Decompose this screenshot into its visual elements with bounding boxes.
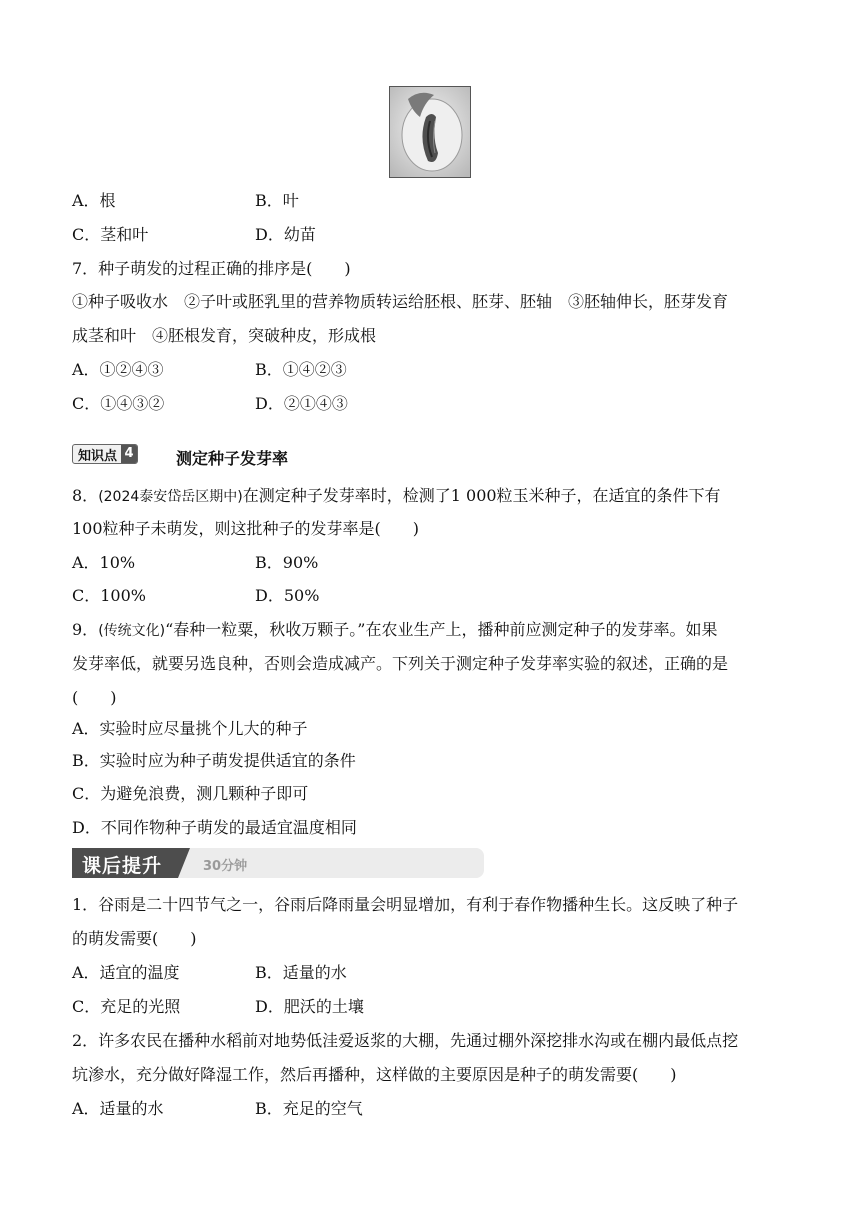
h2-option-b[interactable]: B．充足的空气 bbox=[255, 1099, 363, 1118]
q9-option-b[interactable]: B．实验时应为种子萌发提供适宜的条件 bbox=[72, 751, 356, 770]
q8-source: (2024泰安岱岳区期中) bbox=[98, 489, 243, 505]
q9-option-a[interactable]: A．实验时应尽量挑个儿大的种子 bbox=[72, 719, 308, 738]
banner-time: 30分钟 bbox=[203, 859, 248, 874]
knowledge-point-badge bbox=[72, 444, 138, 464]
badge-number: 4 bbox=[121, 445, 137, 463]
q7-stem: 7．种子萌发的过程正确的排序是( ) bbox=[72, 259, 351, 278]
h1-line-2: 的萌发需要( ) bbox=[72, 929, 197, 948]
q9-source: (传统文化) bbox=[98, 623, 166, 639]
q6-option-row-2 bbox=[72, 225, 792, 245]
badge-label: 知识点 bbox=[78, 448, 118, 464]
q8-number: 8． bbox=[72, 486, 99, 505]
h2-line-2: 坑渗水，充分做好降湿工作，然后再播种，这样做的主要原因是种子的萌发需要( ) bbox=[72, 1065, 677, 1084]
q8-option-row-1 bbox=[72, 553, 792, 573]
q8-line-1 bbox=[72, 486, 721, 507]
q7-option-d[interactable]: D．②①④③ bbox=[255, 394, 348, 413]
q9-option-c[interactable]: C．为避免浪费，测几颗种子即可 bbox=[72, 784, 309, 803]
q9-number: 9． bbox=[72, 620, 99, 639]
q6-option-b[interactable]: B．叶 bbox=[255, 191, 299, 210]
h2-line-1: 2．许多农民在播种水稻前对地势低洼爱返浆的大棚，先通过棚外深挖排水沟或在棚内最低点挖 bbox=[72, 1031, 739, 1050]
q6-option-d[interactable]: D．幼苗 bbox=[255, 225, 316, 244]
q9-text: “春种一粒粟，秋收万颗子。”在农业生产上，播种前应测定种子的发芽率。如果 bbox=[165, 620, 718, 639]
h1-option-a[interactable]: A．适宜的温度 bbox=[72, 963, 180, 982]
after-class-banner bbox=[72, 848, 484, 878]
q7-steps-line-2: 成茎和叶 ④胚根发育，突破种皮，形成根 bbox=[72, 326, 377, 345]
q8-option-a[interactable]: A．10% bbox=[72, 553, 136, 572]
banner-label: 课后提升 bbox=[82, 855, 163, 877]
q8-option-c[interactable]: C．100% bbox=[72, 586, 146, 605]
h1-line-1: 1．谷雨是二十四节气之一，谷雨后降雨量会明显增加，有利于春作物播种生长。这反映了种子 bbox=[72, 895, 739, 914]
q7-option-a[interactable]: A．①②④③ bbox=[72, 360, 164, 379]
h1-option-c[interactable]: C．充足的光照 bbox=[72, 997, 181, 1016]
h2-option-a[interactable]: A．适量的水 bbox=[72, 1099, 164, 1118]
q8-text: 在测定种子发芽率时，检测了1 000粒玉米种子，在适宜的条件下有 bbox=[242, 486, 721, 505]
q8-line-2: 100粒种子未萌发，则这批种子的发芽率是( ) bbox=[72, 519, 420, 538]
q9-line-2: 发芽率低，就要另选良种，否则会造成减产。下列关于测定种子发芽率实验的叙述，正确的是 bbox=[72, 654, 729, 673]
q8-option-row-2 bbox=[72, 586, 792, 606]
section-title: 测定种子发芽率 bbox=[176, 449, 289, 468]
q6-option-c[interactable]: C．茎和叶 bbox=[72, 225, 149, 244]
q6-option-row-1 bbox=[72, 191, 792, 211]
q7-option-b[interactable]: B．①④②③ bbox=[255, 360, 347, 379]
q7-option-c[interactable]: C．①④③② bbox=[72, 394, 165, 413]
q9-option-d[interactable]: D．不同作物种子萌发的最适宜温度相同 bbox=[72, 818, 357, 837]
q7-option-row-1 bbox=[72, 360, 792, 380]
q6-option-a[interactable]: A．根 bbox=[72, 191, 116, 210]
h1-option-row-1 bbox=[72, 963, 792, 983]
h1-option-b[interactable]: B．适量的水 bbox=[255, 963, 347, 982]
q9-line-3: ( ) bbox=[72, 688, 117, 707]
q8-option-d[interactable]: D．50% bbox=[255, 586, 320, 605]
q7-steps-line-1: ①种子吸收水 ②子叶或胚乳里的营养物质转运给胚根、胚芽、胚轴 ③胚轴伸长，胚芽发育 bbox=[72, 292, 729, 311]
q9-line-1 bbox=[72, 620, 718, 641]
q8-option-b[interactable]: B．90% bbox=[255, 553, 319, 572]
h1-option-d[interactable]: D．肥沃的土壤 bbox=[255, 997, 364, 1016]
h1-option-row-2 bbox=[72, 997, 792, 1017]
h2-option-row-1 bbox=[72, 1099, 792, 1119]
seed-illustration bbox=[390, 87, 470, 177]
q7-option-row-2 bbox=[72, 394, 792, 414]
seed-photo bbox=[389, 86, 471, 178]
